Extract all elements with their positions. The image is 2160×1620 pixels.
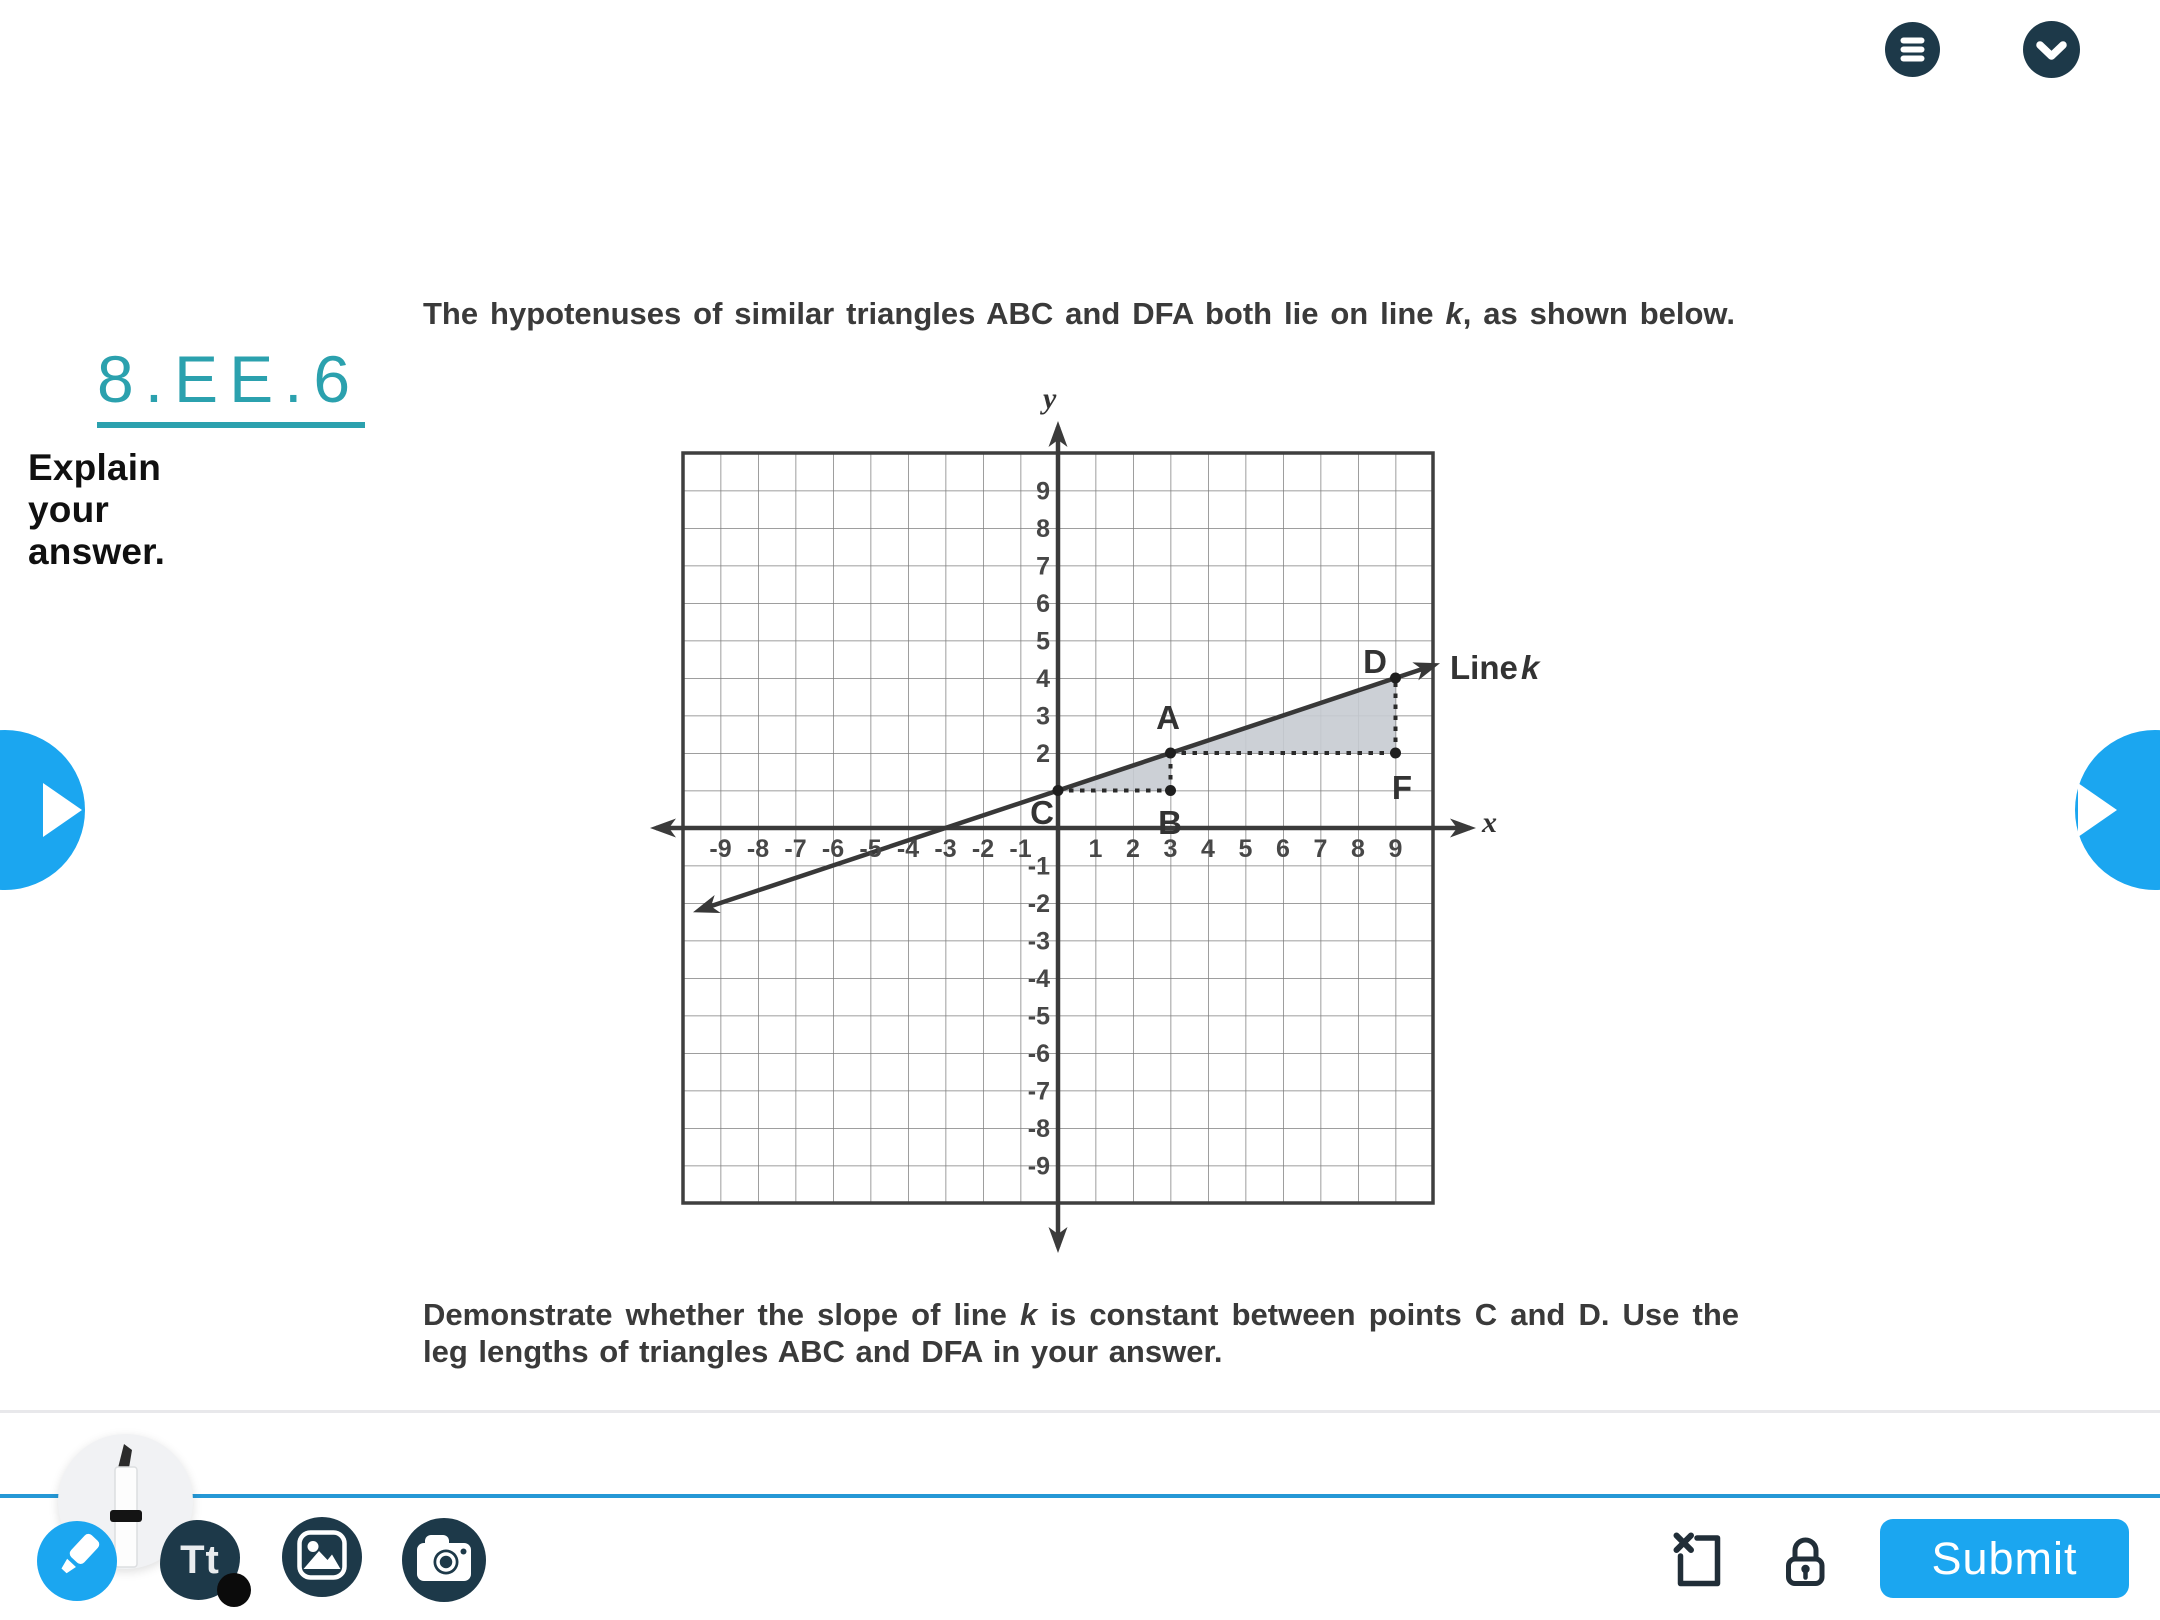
prev-page-button[interactable]: [0, 730, 85, 890]
question-pre: Demonstrate whether the slope of line: [423, 1297, 1021, 1332]
text-tool-label: Tt: [180, 1537, 220, 1582]
problem-intro-line-k: k: [1445, 296, 1463, 331]
photo-tool-button[interactable]: [282, 1517, 362, 1597]
discard-page-button[interactable]: [1672, 1531, 1724, 1589]
x-tick-label: -7: [784, 835, 807, 863]
x-tick-label: -5: [859, 835, 882, 863]
y-tick-label: 5: [1036, 627, 1050, 656]
arrow-right-icon: [2075, 730, 2160, 895]
x-tick-label: 8: [1351, 835, 1365, 863]
y-tick-label: -8: [1027, 1115, 1050, 1143]
point-f-dot: [1390, 748, 1401, 759]
y-tick-label: -3: [1027, 927, 1050, 956]
problem-intro: [423, 296, 1735, 332]
submit-button[interactable]: Submit: [1880, 1519, 2129, 1598]
x-tick-label: -3: [934, 835, 957, 863]
y-tick-label: -9: [1027, 1152, 1050, 1181]
coordinate-grid-figure: [630, 375, 1550, 1275]
toolbar-divider: [0, 1494, 2160, 1498]
y-tick-label: -4: [1027, 965, 1050, 993]
y-tick-label: -2: [1027, 890, 1050, 918]
x-tick-label: 5: [1238, 835, 1253, 863]
chevron-down-icon: [2023, 21, 2080, 78]
point-c-label: C: [1030, 794, 1054, 831]
collapse-button[interactable]: [2023, 21, 2080, 78]
x-tick-label: 3: [1163, 835, 1178, 863]
point-c-dot: [1053, 785, 1064, 796]
camera-icon: [402, 1516, 486, 1605]
y-tick-label: 4: [1036, 665, 1050, 693]
y-tick-label: 9: [1036, 477, 1050, 506]
point-b-dot: [1165, 785, 1176, 796]
y-tick-label: -1: [1027, 852, 1050, 881]
y-tick-label: -7: [1027, 1077, 1050, 1106]
marker-icon: [37, 1519, 117, 1604]
x-tick-label: -1: [1009, 835, 1032, 863]
standard-code-link[interactable]: 8.EE.6: [97, 346, 365, 428]
x-tick-label: 9: [1388, 835, 1403, 863]
point-a-dot: [1165, 748, 1176, 759]
x-axis-label: x: [1482, 806, 1497, 839]
x-tick-label: -2: [971, 835, 995, 863]
point-d-label: D: [1363, 643, 1387, 680]
page-edge-divider: [0, 1410, 2160, 1413]
x-tick-label: -8: [746, 835, 770, 863]
lock-button[interactable]: [1782, 1532, 1829, 1588]
question-post: is constant between points C and D. Use the: [1037, 1297, 1740, 1332]
problem-intro-post: , as shown below.: [1462, 296, 1735, 331]
x-tick-label: 6: [1276, 835, 1290, 863]
question-line-1: [423, 1297, 1739, 1334]
line-k-label: Line: [1450, 649, 1518, 686]
y-axis-label: y: [1043, 382, 1057, 415]
hamburger-icon: [1885, 22, 1940, 77]
y-tick-label: 2: [1036, 740, 1050, 768]
y-tick-label: 6: [1036, 590, 1050, 618]
x-tick-label: -6: [821, 835, 845, 863]
x-tick-label: 7: [1313, 835, 1328, 863]
point-f-label: F: [1391, 769, 1413, 806]
explain-heading: Explain your answer.: [28, 447, 166, 572]
page-x-icon: [1672, 1531, 1724, 1594]
next-page-button[interactable]: [2075, 730, 2160, 890]
point-b-label: B: [1158, 804, 1182, 841]
y-tick-label: -6: [1027, 1040, 1050, 1068]
arrow-left-icon: [0, 730, 85, 895]
x-tick-label: -4: [896, 835, 920, 863]
line-k-label-k: k: [1521, 649, 1540, 686]
y-tick-label: -5: [1027, 1002, 1050, 1031]
draw-tool-button[interactable]: [37, 1521, 117, 1601]
lock-icon: [1782, 1532, 1829, 1593]
menu-button[interactable]: [1885, 22, 1940, 77]
x-tick-label: 4: [1201, 835, 1215, 863]
x-tick-label: -9: [709, 835, 732, 863]
point-a-label: A: [1156, 699, 1180, 736]
point-d-dot: [1390, 673, 1401, 684]
question-text: [423, 1297, 1739, 1370]
selected-color-swatch[interactable]: [217, 1573, 251, 1607]
image-icon: [282, 1515, 362, 1600]
y-tick-label: 8: [1036, 515, 1050, 543]
x-tick-label: 2: [1126, 835, 1140, 863]
camera-tool-button[interactable]: [402, 1518, 486, 1602]
y-tick-label: 7: [1036, 552, 1050, 581]
question-line-k: k: [1020, 1297, 1038, 1332]
question-line-2: leg lengths of triangles ABC and DFA in your answer.: [423, 1333, 1223, 1369]
x-tick-label: 1: [1088, 835, 1103, 863]
y-tick-label: 3: [1036, 702, 1050, 731]
problem-intro-pre: The hypotenuses of similar triangles ABC and DFA both lie on line: [423, 296, 1446, 331]
